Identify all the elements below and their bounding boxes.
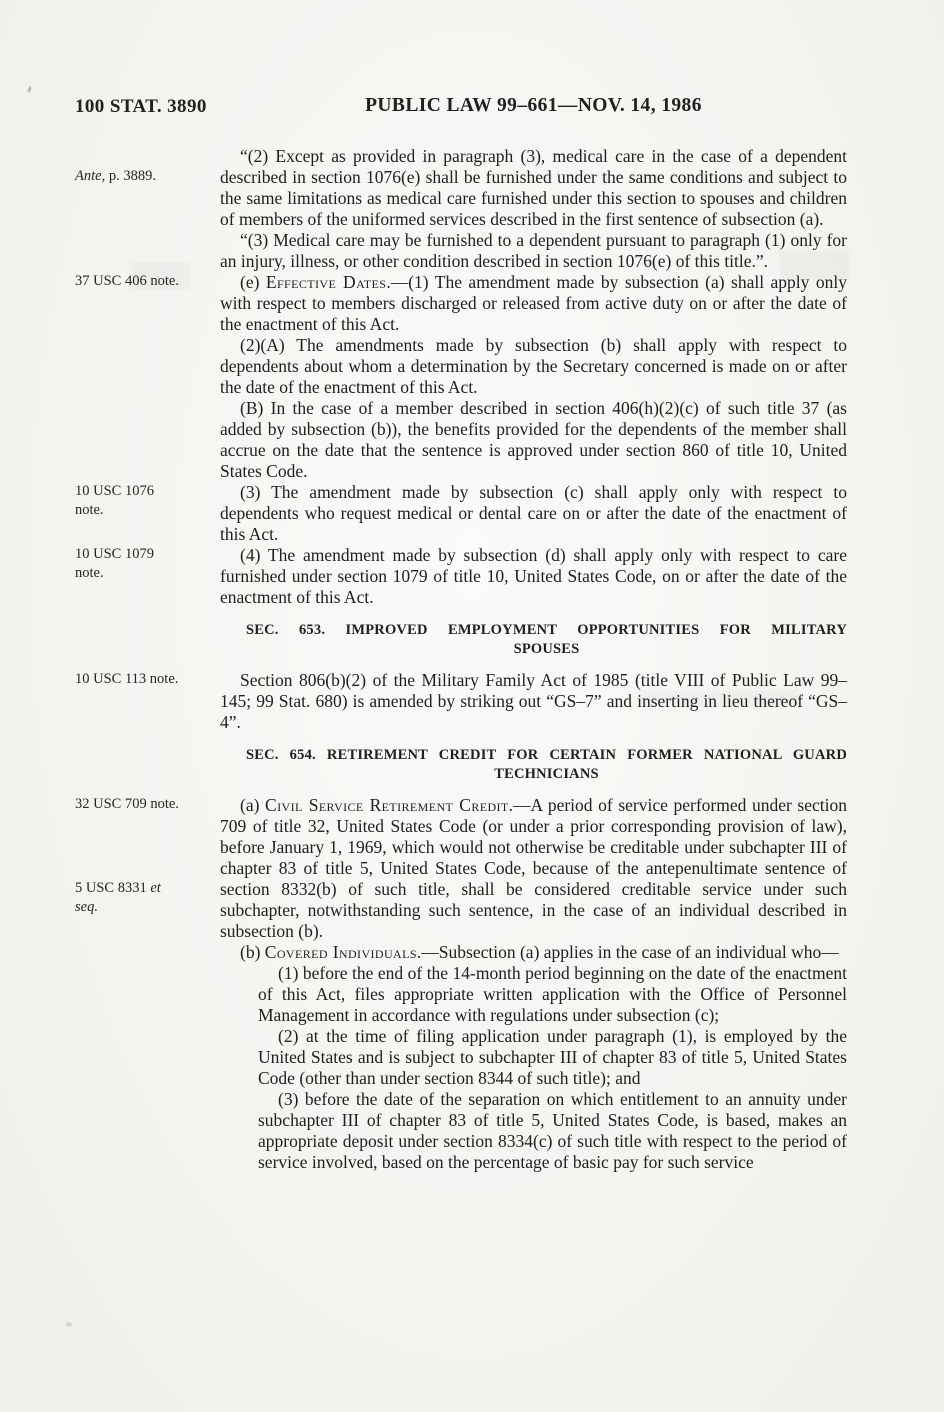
margin-note-37-usc-406-note (75, 272, 211, 291)
text-run: “(2) Except as provided in paragraph (3), medical care in the case of a dependent described in section 1076(e) shall be furnished under the same conditions and subject to the same limitations as medical care furnished under this section to spouses and children of members of the uniformed services described in the first sentence of subsection (a). (220, 146, 847, 229)
text-run: .—Subsection (a) applies in the case of an individual who— (416, 942, 839, 962)
text-run: (2)(A) The amendments made by subsection (b) shall apply with respect to dependents about whom a determination by the Secretary concerned is made on or after the date of the enactment of this Act. (220, 335, 847, 397)
paragraph (75, 272, 847, 335)
margin-note-10-usc-1076-note (75, 482, 211, 520)
margin-note-line (75, 670, 211, 689)
text-run: 32 USC 709 note. (75, 796, 179, 812)
text-run: 5 USC 8331 (75, 880, 151, 896)
paragraph (258, 1089, 847, 1173)
text-run: (2) at the time of filing application under paragraph (1), is employed by the United States and is subject to subchapter III of chapter 83 of title 5, United States Code (other than under section 8344 of such title); and (258, 1026, 847, 1088)
text-run: (B) In the case of a member described in section 406(h)(2)(c) of such title 37 (as added by subsection (b)), the benefits provided for the dependents of the member shall accrue on the date that the sentence is approved under section 860 of title 10, United States Code. (220, 398, 847, 481)
margin-note-ante-p-3889 (75, 167, 211, 186)
law-title-header: PUBLIC LAW 99–661—NOV. 14, 1986 (365, 95, 702, 116)
scan-artifact (66, 1322, 72, 1327)
text-run: .—A period of service performed under section 709 of title 32, United States Code (or under a prior corresponding provision of law), before January 1, 1969, which would not otherwise be creditable under subchapter III of chapter 83 of title 5, United States Code, because of the antepenultimate sentence of section 8332(b) of such title, shall be considered creditable service under such subchapter, notwithstanding such sentence, in the case of an individual described in subsection (b). (220, 795, 847, 941)
margin-note-10-usc-113-note (75, 670, 211, 689)
text-run: p. 3889. (105, 168, 156, 184)
text-run: “(3) Medical care may be furnished to a dependent pursuant to paragraph (1) only for an injury, illness, or other condition described in section 1076(e) of this title.”. (220, 230, 847, 271)
paragraph (258, 963, 847, 1026)
text-run: (3) before the date of the separation on which entitlement to an annuity under subchapter III of chapter 83 of title 5, United States Code, is based, makes an appropriate deposit under section 8334(c) of such title with respect to the period of service involved, based on the percentage of basic pay for such service (258, 1089, 847, 1172)
margin-note-line (75, 879, 211, 898)
text-run: (4) The amendment made by subsection (d) shall apply only with respect to care furnished under section 1079 of title 10, United States Code, on or after the date of the enactment of this Act. (220, 545, 847, 607)
heading-line: SPOUSES (513, 641, 580, 657)
paragraph (220, 398, 847, 482)
section-heading (246, 746, 847, 784)
text-run: 10 USC 1079 (75, 546, 154, 562)
margin-note-line (75, 898, 211, 917)
margin-note-line (75, 564, 211, 583)
text-run: (b) (240, 942, 265, 962)
paragraph (220, 230, 847, 272)
margin-note-line (75, 501, 211, 520)
text-run: note. (75, 502, 104, 518)
section-heading (246, 621, 847, 659)
text-run: Section 806(b)(2) of the Military Family Act of 1985 (title VIII of Public Law 99–145; 99 Stat. 680) is amended by striking out “GS–7” and inserting in lieu thereof “GS–4”. (220, 670, 847, 732)
heading-line: TECHNICIANS (494, 766, 599, 782)
text-run: Covered Individuals (264, 942, 417, 962)
paragraph (258, 1026, 847, 1089)
text-run: (a) (240, 795, 266, 815)
paragraph (75, 146, 847, 230)
text-run: (1) before the end of the 14-month period beginning on the date of the enactment of this Act, files appropriate written application with the Office of Personnel Management in accordance with regulations under subsection (c); (258, 963, 847, 1025)
text-run: (e) (240, 272, 266, 292)
text-run: (3) The amendment made by subsection (c) shall apply only with respect to dependents who request medical or dental care on or after the date of the enactment of this Act. (220, 482, 847, 544)
text-run: Civil Service Retirement Credit (265, 795, 509, 815)
margin-note-line (75, 545, 211, 564)
paragraph (75, 482, 847, 545)
text-run: 10 USC 113 note. (75, 671, 179, 687)
paragraph (75, 795, 847, 942)
scan-artifact (27, 86, 32, 94)
margin-note-10-usc-1079-note (75, 545, 211, 583)
text-run: Ante, (75, 168, 106, 184)
margin-note-5-usc-8331-et-seq (75, 879, 211, 917)
page-number: 100 STAT. 3890 (75, 96, 207, 117)
body-column (75, 146, 847, 1173)
margin-note-line (75, 167, 211, 186)
text-run: Effective Dates (265, 272, 387, 292)
paragraph (75, 545, 847, 608)
paragraph (220, 942, 847, 963)
margin-note-32-usc-709-note (75, 795, 211, 814)
heading-line: SEC. 654. RETIREMENT CREDIT FOR CERTAIN FORMER NATIONAL GUARD (246, 747, 847, 763)
text-run: seq. (75, 899, 98, 915)
text-run: 37 USC 406 note. (75, 273, 179, 289)
heading-line: SEC. 653. IMPROVED EMPLOYMENT OPPORTUNITIES FOR MILITARY (246, 622, 847, 638)
paragraph (75, 670, 847, 733)
text-run: note. (75, 565, 104, 581)
text-run: 10 USC 1076 (75, 483, 154, 499)
margin-note-line (75, 795, 211, 814)
text-run: et (150, 880, 161, 896)
margin-note-line (75, 272, 211, 291)
text-run: .—(1) The amendment made by subsection (a) shall apply only with respect to members discharged or released from active duty on or after the date of the enactment of this Act. (220, 272, 847, 334)
margin-note-line (75, 482, 211, 501)
paragraph (220, 335, 847, 398)
